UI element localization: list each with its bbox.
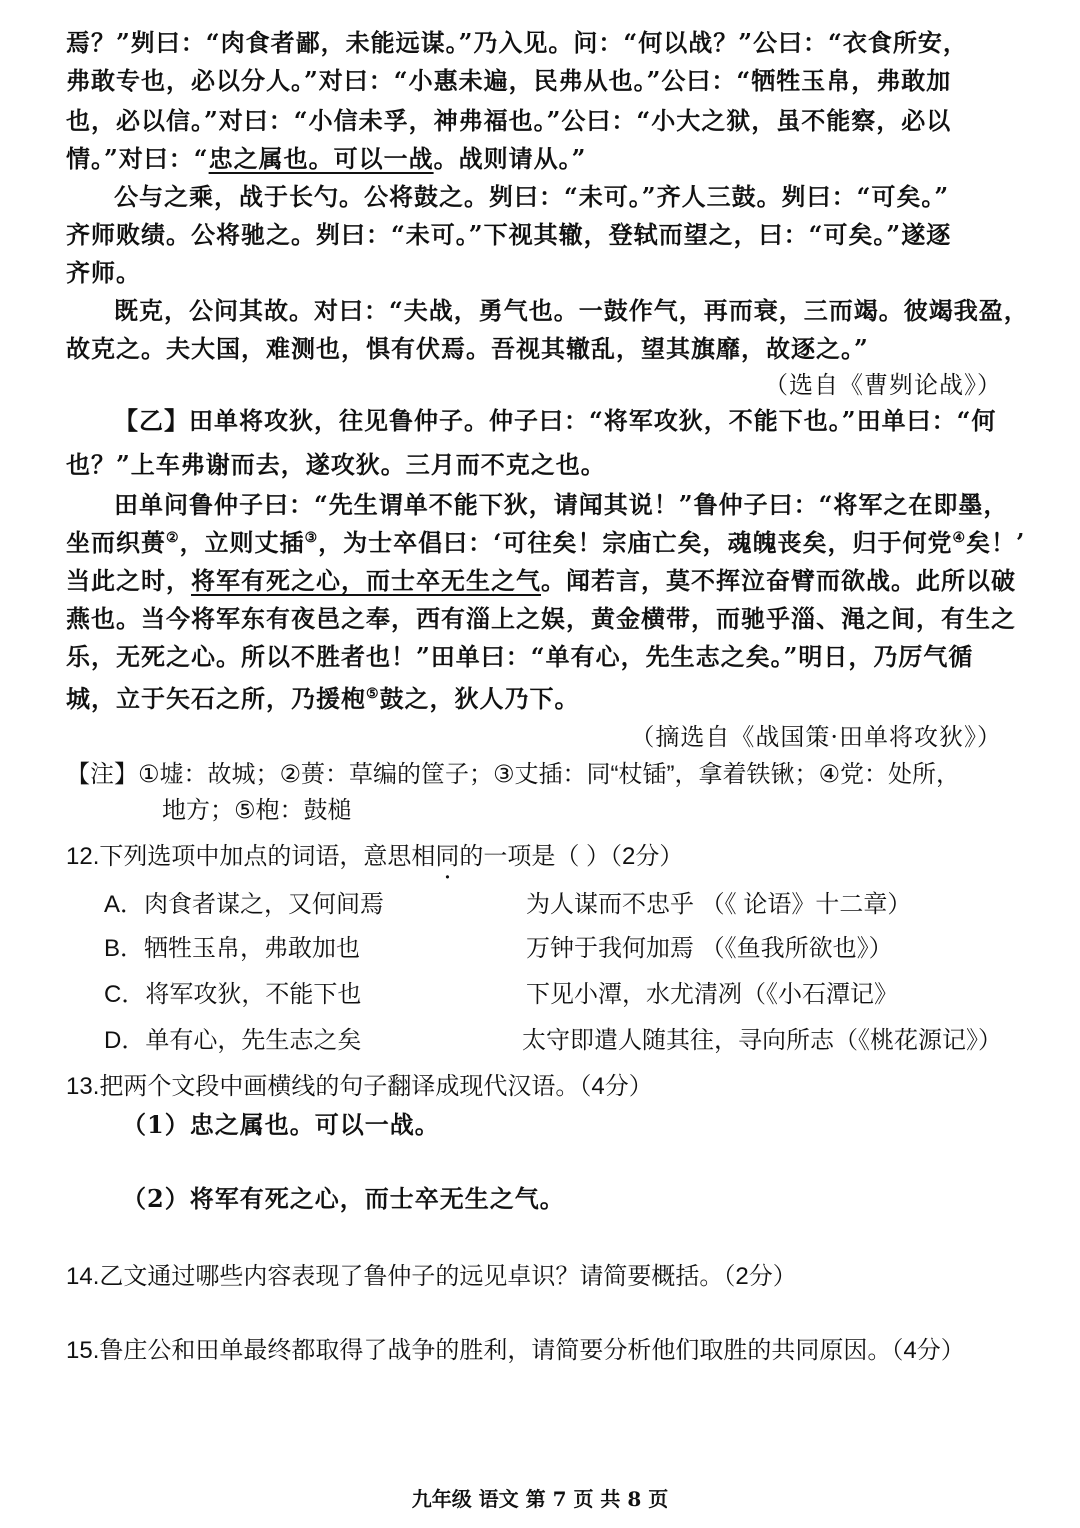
passage-yi-line: 田单问鲁仲子曰：“先生谓单不能下狄，请闻其说！”鲁仲子曰：“将军之在即墨， [114, 490, 1009, 519]
passage-jia-line: 弗敢专也，必以分人。”对曰：“小惠未遍，民弗从也。”公曰：“牺牲玉帛，弗敢加 [66, 66, 952, 95]
question-13-stem: 13.把两个文段中画横线的句子翻译成现代汉语。（4分） [66, 1073, 653, 1100]
text-span: ，立则丈插 [179, 528, 305, 557]
question-13-sentence-2: （2）将军有死之心，而士卒无生之气。 [122, 1184, 565, 1213]
text-span: 城，立于矢石之所，乃援枹 [66, 684, 366, 713]
option-b-left: B．牺牲玉帛，弗敢加也 [104, 935, 361, 962]
passage-yi-line: 【乙】田单将攻狄，往见鲁仲子。仲子曰：“将军攻狄，不能下也。”田单曰：“何 [114, 406, 997, 435]
text-span: 。战则请从。” [433, 144, 587, 173]
option-c-right: 下见小潭，水尤清冽（《小石潭记》 [526, 981, 898, 1008]
passage-yi-line [66, 566, 1016, 596]
text-span: ，为士卒倡曰：‘可往矣！宗庙亡矣，魂魄丧矣，归于何党 [318, 528, 953, 557]
passage-jia-line: 焉？”刿曰：“肉食者鄙，未能远谋。”乃入见。问：“何以战？”公曰：“衣食所安， [66, 28, 968, 57]
passage-jia-line: 既克，公问其故。对曰：“夫战，勇气也。一鼓作气，再而衰，三而竭。彼竭我盈， [114, 296, 1029, 325]
option-a-right: 为人谋而不忠乎 （《 论语》十二章） [526, 891, 912, 918]
passage-jia-line: 齐师。 [66, 258, 141, 287]
text-span: 情。”对曰：“ [66, 144, 209, 173]
text-span: 当此之时， [66, 566, 191, 595]
underlined-sentence-2: 将军有死之心，而士卒无生之气 [191, 566, 541, 595]
passage-yi-line: 乐，无死之心。所以不胜者也！”田单曰：“单有心，先生志之矣。”明日，乃厉气循 [66, 642, 974, 671]
footnote-marker: ③ [304, 530, 319, 546]
passage-yi-line: 也？”上车弗谢而去，遂攻狄。三月而不克之也。 [66, 450, 606, 479]
option-d-right: 太守即遣人随其往，寻向所志（《桃花源记》） [522, 1027, 1002, 1054]
page-footer: 九年级 语文 第 7 页 共 8 页 [411, 1487, 669, 1511]
notes-line: 【注】①墟：故城；②蒉：草编的筐子；③丈插：同“杖锸”，拿着铁锹；④党：处所， [66, 761, 961, 788]
text-span: 。闻若言，莫不挥泣奋臂而欲战。此所以破 [541, 566, 1016, 595]
option-b-right: 万钟于我何加焉 （《鱼我所欲也》） [526, 935, 893, 962]
passage-yi-line: 燕也。当今将军东有夜邑之奉，西有淄上之娱，黄金横带，而驰乎淄、渑之间，有生之 [66, 604, 1016, 633]
notes-line: 地方；⑤枹：鼓槌 [162, 797, 352, 824]
question-13-sentence-1: （1）忠之属也。可以一战。 [122, 1110, 440, 1139]
passage-jia-line: 也，必以信。”对曰：“小信未孚，神弗福也。”公曰：“小大之狱，虽不能察，必以 [66, 106, 952, 135]
question-15-stem: 15.鲁庄公和田单最终都取得了战争的胜利，请简要分析他们取胜的共同原因。（4分） [66, 1337, 965, 1364]
passage-yi-line [66, 684, 1010, 714]
text-span: 矣！’ [966, 528, 1026, 557]
option-d-left: D．单有心，先生志之矣 [104, 1027, 362, 1054]
text-span: 12.下列选项中加点的词语，意思相 [66, 843, 436, 870]
question-14-stem: 14.乙文通过哪些内容表现了鲁仲子的远见卓识？请简要概括。（2分） [66, 1263, 797, 1290]
footnote-marker: ④ [952, 530, 967, 546]
text-span: 的一项是（ ）（2分） [459, 843, 684, 870]
underlined-sentence-1: 忠之属也。可以一战 [208, 144, 434, 173]
text-span: 鼓之，狄人乃下。 [379, 684, 580, 713]
footnote-marker: ⑤ [366, 686, 380, 702]
passage-jia-line: 公与之乘，战于长勺。公将鼓之。刿曰：“未可。”齐人三鼓。刿曰：“可矣。” [114, 182, 950, 211]
passage-jia-line: 齐师败绩。公将驰之。刿曰：“未可。”下视其辙，登轼而望之，曰：“可矣。”遂逐 [66, 220, 952, 249]
source-citation-yi: （摘选自《战国策·田单将攻狄》） [630, 723, 1002, 751]
question-12-stem [66, 842, 1010, 884]
passage-yi-line [66, 528, 1026, 558]
footnote-marker: ② [166, 530, 180, 546]
option-c-left: C．将军攻狄，不能下也 [104, 981, 362, 1008]
option-a-left: A．肉食者谋之，又何间焉 [104, 891, 385, 918]
passage-jia-line [66, 144, 1010, 174]
text-span: 坐而织蒉 [66, 528, 166, 557]
emphasis-char: 同 [435, 843, 460, 870]
source-citation-jia: （选自《曹刿论战》） [764, 371, 1002, 399]
passage-jia-line: 故克之。夫大国，难测也，惧有伏焉。吾视其辙乱，望其旗靡，故逐之。” [66, 334, 869, 363]
